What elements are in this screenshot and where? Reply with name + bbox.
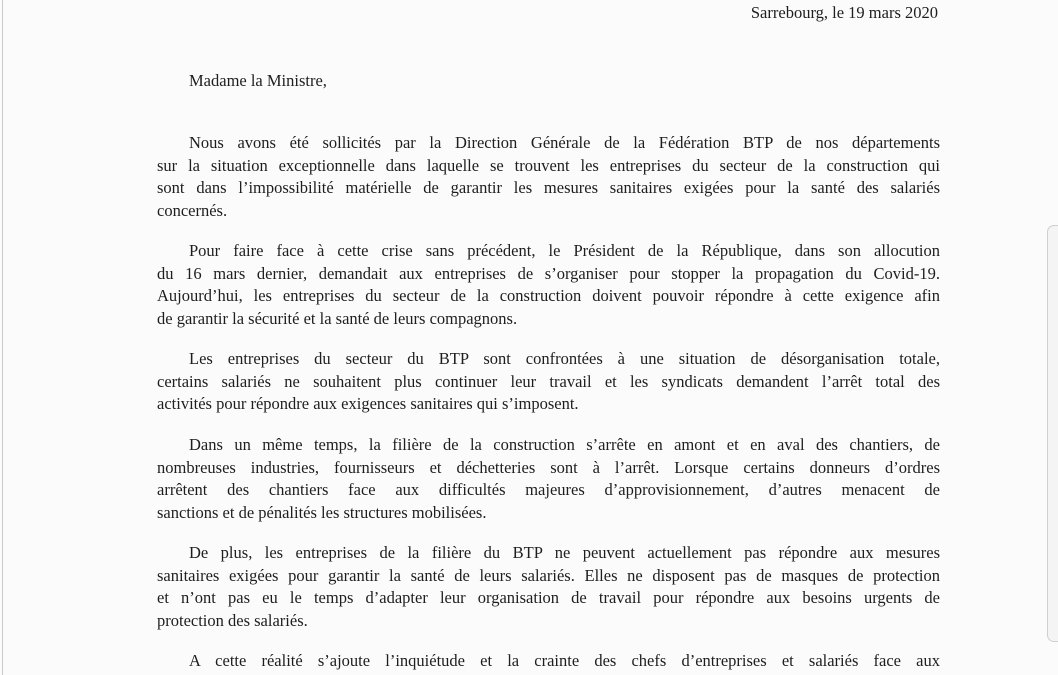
paragraph-line: Dans un même temps, la filière de la construction s’arrête en amont et en aval des chantiers, de [189,435,940,454]
paragraph-line: sanitaires exigées pour garantir la santé de leurs salariés. Elles ne disposent pas de masques de protection [157,565,940,585]
paragraph-line: A cette réalité s’ajoute l’inquiétude et la crainte des chefs d’entreprises et salariés face aux [189,651,940,670]
page-left-border [2,0,3,675]
paragraph-line: Nous avons été sollicités par la Direction Générale de la Fédération BTP de nos départements [189,133,940,152]
letter-salutation: Madame la Ministre, [189,71,327,90]
paragraph-line: sanctions et de pénalités les structures mobilisées. [157,502,487,522]
paragraph-line: sur la situation exceptionnelle dans laquelle se trouvent les entreprises du secteur de la construction qui [157,155,940,175]
paragraph-line: sont dans l’impossibilité matérielle de garantir les mesures sanitaires exigées pour la santé des salariés [157,178,940,197]
paragraph-line: arrêtent des chantiers face aux difficultés majeures d’approvisionnement, d’autres menacent de [157,480,940,499]
paragraph-line: et n’ont pas eu le temps d’adapter leur organisation de travail pour répondre aux besoins urgents de [157,588,940,607]
paragraph-line: Aujourd’hui, les entreprises du secteur de la construction doivent pouvoir répondre à cette exigence afin [157,286,940,305]
paragraph-line: De plus, les entreprises de la filière du BTP ne peuvent actuellement pas répondre aux mesures [189,543,940,562]
paragraph-6 [157,650,940,673]
paragraph-line: du 16 mars dernier, demandait aux entreprises de s’organiser pour stopper la propagation du Covid-19. [157,263,940,283]
side-scroll-handle[interactable] [1047,225,1058,642]
paragraph-line: certains salariés ne souhaitent plus continuer leur travail et les syndicats demandent l’arrêt total des [157,371,940,391]
paragraph-line: activités pour répondre aux exigences sanitaires qui s’imposent. [157,394,579,413]
letter-date: Sarrebourg, le 19 mars 2020 [750,3,938,22]
paragraph-4 [157,434,940,524]
paragraph-line: Pour faire face à cette crise sans précédent, le Président de la République, dans son allocution [189,241,940,260]
paragraph-line: de garantir la sécurité et la santé de leurs compagnons. [157,308,518,328]
paragraph-1 [157,132,940,222]
paragraph-line: concernés. [157,200,228,220]
paragraph-2 [157,240,940,330]
paragraph-line: protection des salariés. [157,610,308,630]
paragraph-line: nombreuses industries, fournisseurs et déchetteries sont à l’arrêt. Lorsque certains donneurs d’ordres [157,457,940,477]
paragraph-5 [157,542,940,632]
paragraph-3 [157,348,940,416]
paragraph-line: Les entreprises du secteur du BTP sont confrontées à une situation de désorganisation totale, [189,349,940,368]
